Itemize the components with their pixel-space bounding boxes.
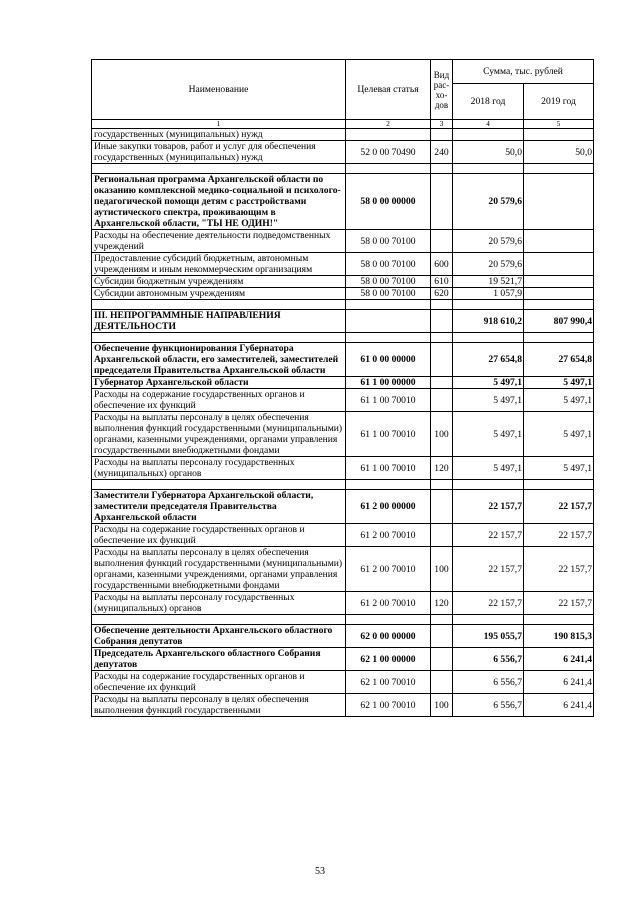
row-target-code: 52 0 00 70490 xyxy=(346,141,431,164)
row-name: Расходы на выплаты персоналу государственных (муниципальных) органов xyxy=(92,592,346,615)
row-name: государственных (муниципальных) нужд xyxy=(92,129,346,141)
row-amount-2019 xyxy=(524,230,594,253)
row-amount-2018: 5 497,1 xyxy=(453,377,524,389)
row-target-code: 61 1 00 70010 xyxy=(346,457,431,480)
row-name: Обеспечение деятельности Архангельского областного Собрания депутатов xyxy=(92,625,346,648)
row-amount-2018: 22 157,7 xyxy=(453,524,524,547)
row-expense-kind: 100 xyxy=(431,412,453,457)
row-target-code xyxy=(346,129,431,141)
row-amount-2019: 22 157,7 xyxy=(524,547,594,592)
empty-cell xyxy=(92,300,346,310)
spacer-row xyxy=(92,615,594,625)
table-row xyxy=(92,253,594,276)
header-kind: Вид рас-хо-дов xyxy=(431,60,453,120)
row-amount-2018: 20 579,6 xyxy=(453,253,524,276)
table-header xyxy=(92,60,594,129)
row-amount-2018: 20 579,6 xyxy=(453,230,524,253)
empty-cell xyxy=(524,333,594,343)
page-number: 53 xyxy=(315,866,325,877)
table-row xyxy=(92,671,594,694)
header-sum: Сумма, тыс. рублей xyxy=(453,60,594,84)
row-amount-2018: 5 497,1 xyxy=(453,412,524,457)
index-1: 1 xyxy=(92,120,346,129)
row-name: Расходы на содержание государственных органов и обеспечение их функций xyxy=(92,671,346,694)
table-row xyxy=(92,412,594,457)
header-name: Наименование xyxy=(92,60,346,120)
row-expense-kind: 100 xyxy=(431,547,453,592)
empty-cell xyxy=(92,333,346,343)
empty-cell xyxy=(431,615,453,625)
row-amount-2018: 19 521,7 xyxy=(453,276,524,288)
row-expense-kind xyxy=(431,310,453,333)
empty-cell xyxy=(524,615,594,625)
row-name: Председатель Архангельского областного Собрания депутатов xyxy=(92,648,346,671)
empty-cell xyxy=(346,480,431,490)
row-name: Субсидии автономным учреждениям xyxy=(92,288,346,300)
row-amount-2019: 6 241,4 xyxy=(524,671,594,694)
row-amount-2018: 195 055,7 xyxy=(453,625,524,648)
table-row xyxy=(92,625,594,648)
index-4: 4 xyxy=(453,120,524,129)
row-amount-2018: 1 057,9 xyxy=(453,288,524,300)
spacer-row xyxy=(92,480,594,490)
row-expense-kind xyxy=(431,648,453,671)
row-target-code: 62 1 00 00000 xyxy=(346,648,431,671)
row-expense-kind: 610 xyxy=(431,276,453,288)
row-target-code: 61 2 00 70010 xyxy=(346,524,431,547)
empty-cell xyxy=(524,164,594,174)
row-target-code: 62 0 00 00000 xyxy=(346,625,431,648)
row-name: Расходы на выплаты персоналу государственных (муниципальных) органов xyxy=(92,457,346,480)
row-target-code: 61 1 00 70010 xyxy=(346,389,431,412)
empty-cell xyxy=(453,615,524,625)
row-target-code: 58 0 00 70100 xyxy=(346,253,431,276)
header-target: Целевая статья xyxy=(346,60,431,120)
row-target-code: 62 1 00 70010 xyxy=(346,694,431,717)
index-2: 2 xyxy=(346,120,431,129)
row-expense-kind: 120 xyxy=(431,592,453,615)
empty-cell xyxy=(524,480,594,490)
table-row xyxy=(92,547,594,592)
empty-cell xyxy=(346,164,431,174)
row-target-code: 61 2 00 00000 xyxy=(346,490,431,524)
header-index-row xyxy=(92,120,594,129)
header-year-2019: 2019 год xyxy=(524,84,594,120)
row-expense-kind: 240 xyxy=(431,141,453,164)
row-target-code: 58 0 00 70100 xyxy=(346,276,431,288)
row-name: Обеспечение функционирования Губернатора Архангельской области, его заместителей, заместителей председателя Правительства Архангельской области xyxy=(92,343,346,377)
index-5: 5 xyxy=(524,120,594,129)
table-row xyxy=(92,389,594,412)
row-name: Расходы на обеспечение деятельности подведомственных учреждений xyxy=(92,230,346,253)
row-target-code: 61 0 00 00000 xyxy=(346,343,431,377)
row-amount-2019: 50,0 xyxy=(524,141,594,164)
table-row xyxy=(92,310,594,333)
row-target-code: 61 2 00 70010 xyxy=(346,547,431,592)
table-row xyxy=(92,377,594,389)
table-row xyxy=(92,230,594,253)
row-target-code: 61 2 00 70010 xyxy=(346,592,431,615)
row-amount-2018: 6 556,7 xyxy=(453,694,524,717)
empty-cell xyxy=(346,615,431,625)
empty-cell xyxy=(453,300,524,310)
row-amount-2019: 6 241,4 xyxy=(524,694,594,717)
empty-cell xyxy=(431,300,453,310)
row-name: Региональная программа Архангельской области по оказанию комплексной медико-социальной и психолого-педагогической помощи детям с расстройствами аутистического спектра, проживающим в Архангельской области, "ТЫ НЕ ОДИН!" xyxy=(92,174,346,230)
empty-cell xyxy=(92,480,346,490)
empty-cell xyxy=(431,333,453,343)
table-row xyxy=(92,129,594,141)
row-amount-2019: 6 241,4 xyxy=(524,648,594,671)
row-amount-2019: 5 497,1 xyxy=(524,389,594,412)
empty-cell xyxy=(431,480,453,490)
row-expense-kind xyxy=(431,625,453,648)
row-expense-kind xyxy=(431,389,453,412)
row-amount-2018: 50,0 xyxy=(453,141,524,164)
row-name: Расходы на содержание государственных органов и обеспечение их функций xyxy=(92,389,346,412)
index-3: 3 xyxy=(431,120,453,129)
budget-table xyxy=(91,59,594,717)
row-amount-2019 xyxy=(524,129,594,141)
empty-cell xyxy=(346,333,431,343)
document-page xyxy=(91,59,593,717)
row-expense-kind xyxy=(431,524,453,547)
row-amount-2019: 807 990,4 xyxy=(524,310,594,333)
row-expense-kind: 100 xyxy=(431,694,453,717)
row-amount-2018: 20 579,6 xyxy=(453,174,524,230)
empty-cell xyxy=(92,164,346,174)
row-expense-kind xyxy=(431,490,453,524)
table-row xyxy=(92,343,594,377)
row-amount-2019: 22 157,7 xyxy=(524,524,594,547)
row-expense-kind xyxy=(431,671,453,694)
row-target-code: 58 0 00 70100 xyxy=(346,230,431,253)
row-name: Заместители Губернатора Архангельской области, заместители председателя Правительства Архангельской области xyxy=(92,490,346,524)
table-body xyxy=(92,129,594,717)
empty-cell xyxy=(524,300,594,310)
row-name: III. НЕПРОГРАММНЫЕ НАПРАВЛЕНИЯ ДЕЯТЕЛЬНОСТИ xyxy=(92,310,346,333)
row-expense-kind xyxy=(431,377,453,389)
row-target-code: 61 1 00 00000 xyxy=(346,377,431,389)
row-name: Предоставление субсидий бюджетным, автономным учреждениям и иным некоммерческим организациям xyxy=(92,253,346,276)
row-amount-2019 xyxy=(524,288,594,300)
row-target-code: 58 0 00 70100 xyxy=(346,288,431,300)
spacer-row xyxy=(92,333,594,343)
empty-cell xyxy=(92,615,346,625)
row-amount-2018: 27 654,8 xyxy=(453,343,524,377)
spacer-row xyxy=(92,164,594,174)
row-expense-kind: 120 xyxy=(431,457,453,480)
row-expense-kind xyxy=(431,129,453,141)
row-name: Расходы на выплаты персоналу в целях обеспечения выполнения функций государственными (муниципальными) органами, казенными учреждениями, органами управления государственными внебюджетными фондами xyxy=(92,412,346,457)
table-row xyxy=(92,648,594,671)
row-amount-2018: 6 556,7 xyxy=(453,671,524,694)
table-row xyxy=(92,174,594,230)
row-target-code xyxy=(346,310,431,333)
table-row xyxy=(92,276,594,288)
row-amount-2018: 22 157,7 xyxy=(453,592,524,615)
row-expense-kind xyxy=(431,343,453,377)
row-target-code: 61 1 00 70010 xyxy=(346,412,431,457)
row-name: Расходы на выплаты персоналу в целях обеспечения выполнения функций государственными xyxy=(92,694,346,717)
empty-cell xyxy=(453,333,524,343)
row-amount-2019: 190 815,3 xyxy=(524,625,594,648)
row-amount-2019: 22 157,7 xyxy=(524,490,594,524)
empty-cell xyxy=(453,480,524,490)
table-row xyxy=(92,288,594,300)
row-amount-2019: 27 654,8 xyxy=(524,343,594,377)
row-amount-2018: 918 610,2 xyxy=(453,310,524,333)
row-name: Субсидии бюджетным учреждениям xyxy=(92,276,346,288)
table-row xyxy=(92,524,594,547)
table-row xyxy=(92,490,594,524)
row-expense-kind xyxy=(431,174,453,230)
row-amount-2019: 5 497,1 xyxy=(524,377,594,389)
row-amount-2019: 5 497,1 xyxy=(524,457,594,480)
row-amount-2018 xyxy=(453,129,524,141)
empty-cell xyxy=(346,300,431,310)
row-amount-2018: 22 157,7 xyxy=(453,547,524,592)
row-name: Иные закупки товаров, работ и услуг для обеспечения государственных (муниципальных) нужд xyxy=(92,141,346,164)
row-amount-2019 xyxy=(524,174,594,230)
row-amount-2018: 5 497,1 xyxy=(453,457,524,480)
spacer-row xyxy=(92,300,594,310)
empty-cell xyxy=(453,164,524,174)
row-name: Расходы на выплаты персоналу в целях обеспечения выполнения функций государственными (муниципальными) органами, казенными учреждениями, органами управления государственными внебюджетными фондами xyxy=(92,547,346,592)
row-expense-kind: 620 xyxy=(431,288,453,300)
header-year-2018: 2018 год xyxy=(453,84,524,120)
row-amount-2019 xyxy=(524,276,594,288)
row-amount-2018: 5 497,1 xyxy=(453,389,524,412)
row-name: Губернатор Архангельской области xyxy=(92,377,346,389)
table-row xyxy=(92,694,594,717)
row-target-code: 62 1 00 70010 xyxy=(346,671,431,694)
row-amount-2018: 22 157,7 xyxy=(453,490,524,524)
row-amount-2019: 5 497,1 xyxy=(524,412,594,457)
table-row xyxy=(92,592,594,615)
row-name: Расходы на содержание государственных органов и обеспечение их функций xyxy=(92,524,346,547)
row-amount-2019 xyxy=(524,253,594,276)
row-amount-2018: 6 556,7 xyxy=(453,648,524,671)
row-expense-kind: 600 xyxy=(431,253,453,276)
empty-cell xyxy=(431,164,453,174)
row-expense-kind xyxy=(431,230,453,253)
table-row xyxy=(92,141,594,164)
table-row xyxy=(92,457,594,480)
row-target-code: 58 0 00 00000 xyxy=(346,174,431,230)
row-amount-2019: 22 157,7 xyxy=(524,592,594,615)
